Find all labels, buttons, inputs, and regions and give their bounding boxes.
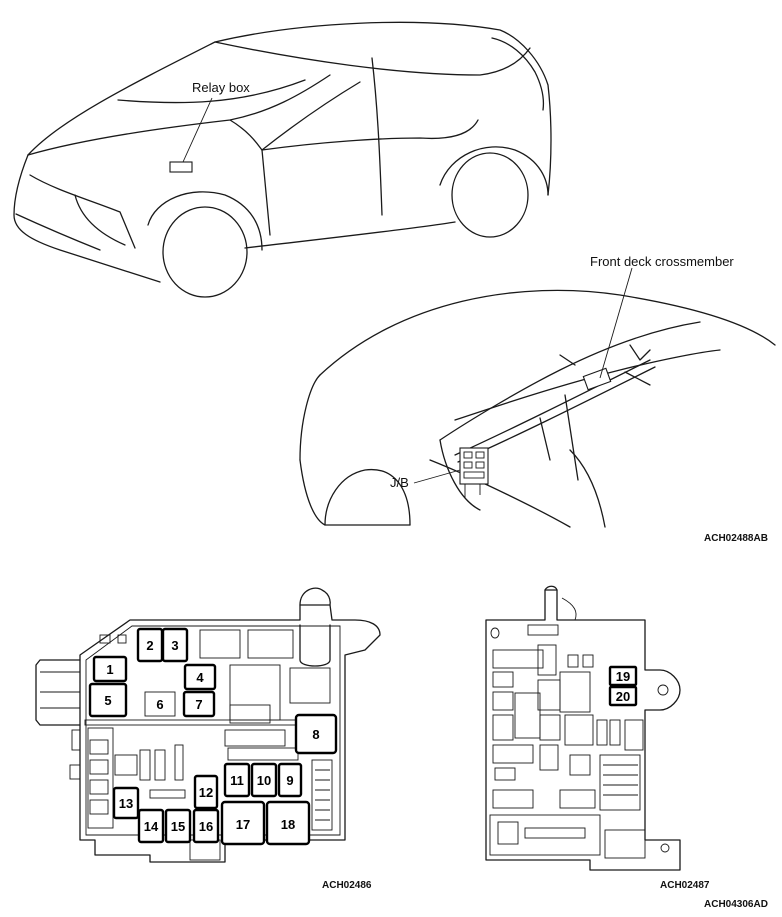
svg-text:5: 5 — [104, 693, 112, 708]
svg-text:1: 1 — [106, 662, 114, 677]
svg-text:6: 6 — [156, 697, 164, 712]
svg-text:18: 18 — [280, 817, 296, 832]
relay-box-leader — [183, 98, 212, 162]
figure-code-location: ACH02488AB — [704, 533, 768, 544]
svg-text:11: 11 — [230, 773, 244, 788]
position-18 — [267, 802, 309, 844]
svg-text:14: 14 — [143, 819, 159, 834]
relay-box-label: Relay box — [192, 80, 250, 95]
svg-text:20: 20 — [615, 689, 631, 704]
vehicle-outline — [14, 22, 551, 297]
jb-positions — [610, 667, 636, 705]
position-9 — [279, 764, 301, 796]
position-8 — [296, 715, 336, 753]
interior-view — [300, 268, 775, 527]
position-20 — [610, 687, 636, 705]
svg-text:17: 17 — [235, 817, 251, 832]
position-5 — [90, 684, 126, 716]
position-3 — [163, 629, 187, 661]
position-7 — [184, 692, 214, 716]
crossmember-bracket — [583, 368, 610, 389]
position-6 — [145, 692, 175, 716]
jb-label: J/B — [390, 475, 409, 490]
position-15 — [166, 810, 190, 842]
svg-text:16: 16 — [198, 819, 214, 834]
relay-box-marker — [170, 162, 192, 172]
position-1 — [94, 657, 126, 681]
relay-box-positions — [90, 629, 336, 844]
svg-text:13: 13 — [118, 796, 134, 811]
position-2 — [138, 629, 162, 661]
position-11 — [225, 764, 249, 796]
figure-code-relay-box: ACH02486 — [322, 880, 372, 891]
jb-marker — [460, 448, 488, 498]
position-14 — [139, 810, 163, 842]
front-deck-crossmember-label: Front deck crossmember — [590, 254, 734, 269]
position-13 — [114, 788, 138, 818]
figure-code-jb: ACH02487 — [660, 880, 710, 891]
svg-text:19: 19 — [615, 669, 631, 684]
svg-text:12: 12 — [198, 785, 214, 800]
position-16 — [194, 810, 218, 842]
svg-text:15: 15 — [170, 819, 186, 834]
position-10 — [252, 764, 276, 796]
jb-layout — [486, 586, 680, 870]
figure-code-overall: ACH04306AD — [704, 899, 768, 910]
position-17 — [222, 802, 264, 844]
svg-text:9: 9 — [286, 773, 294, 788]
position-19 — [610, 667, 636, 685]
svg-text:10: 10 — [256, 773, 272, 788]
crossmember-leader — [600, 268, 632, 378]
svg-text:8: 8 — [312, 727, 320, 742]
svg-text:3: 3 — [171, 638, 179, 653]
position-4 — [185, 665, 215, 689]
svg-text:7: 7 — [195, 697, 203, 712]
position-12 — [195, 776, 217, 808]
svg-text:2: 2 — [146, 638, 154, 653]
svg-text:4: 4 — [196, 670, 204, 685]
